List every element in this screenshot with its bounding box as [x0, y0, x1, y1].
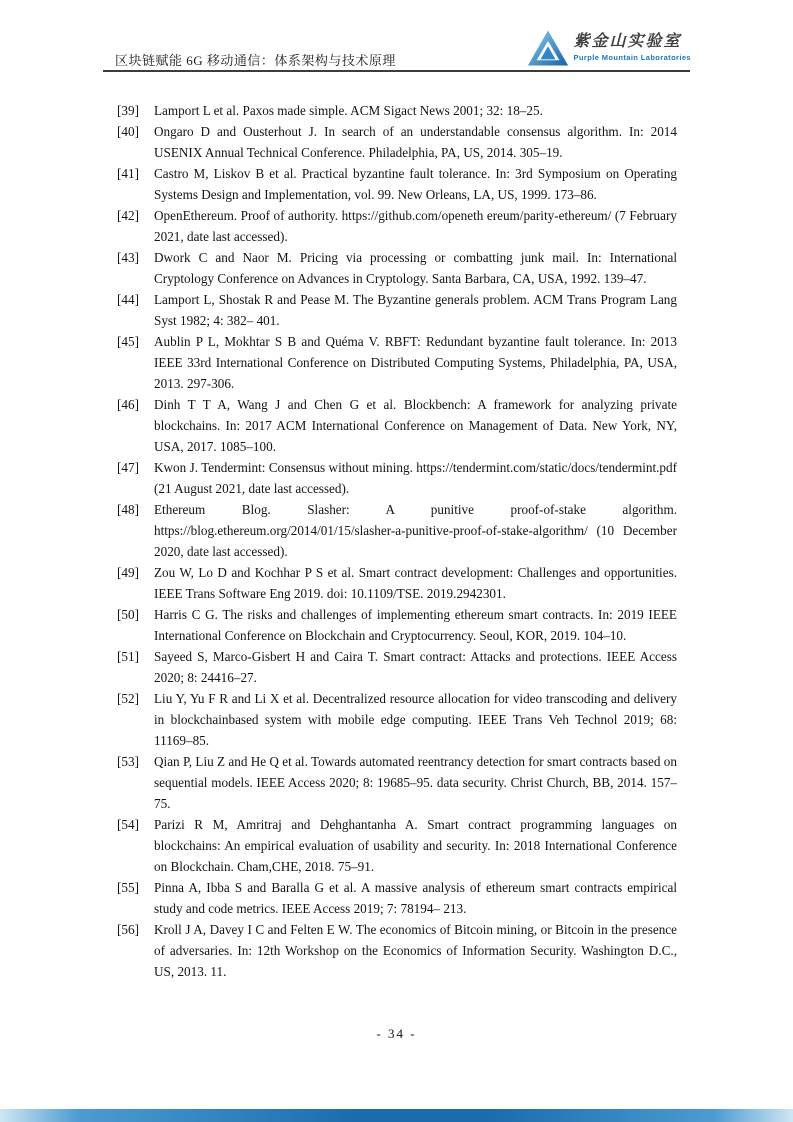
reference-label: [52] — [117, 691, 139, 706]
reference-text: Qian P, Liu Z and He Q et al. Towards automated reentrancy detection for smart contracts based on sequential models. IEEE Access 2020; 8: 19685–95. data security. Christ Church, BB, 2014. 157–75. — [154, 754, 677, 811]
reference-label: [46] — [117, 397, 139, 412]
reference-item — [117, 331, 677, 394]
reference-item — [117, 604, 677, 646]
page-header — [0, 0, 793, 74]
reference-label: [41] — [117, 166, 139, 181]
reference-item — [117, 877, 677, 919]
reference-label: [53] — [117, 754, 139, 769]
reference-item — [117, 247, 677, 289]
reference-text: Kwon J. Tendermint: Consensus without mining. https://tendermint.com/static/docs/tendermint.pdf (21 August 2021, date last accessed). — [154, 460, 677, 496]
reference-text: Lamport L et al. Paxos made simple. ACM Sigact News 2001; 32: 18–25. — [154, 103, 543, 118]
reference-text: Ethereum Blog. Slasher: A punitive proof-of-stake algorithm. https://blog.ethereum.org/2014/01/15/slasher-a-punitive-proof-of-stake-algorithm/ (10 December 2020, date last accessed). — [154, 502, 677, 559]
reference-item — [117, 100, 677, 121]
document-title: 区块链赋能 6G 移动通信：体系架构与技术原理 — [115, 53, 396, 68]
reference-item — [117, 499, 677, 562]
reference-label: [44] — [117, 292, 139, 307]
reference-item — [117, 289, 677, 331]
logo-chinese-name: 紫金山实验室 — [573, 33, 682, 51]
reference-label: [49] — [117, 565, 139, 580]
reference-item — [117, 751, 677, 814]
reference-text: Dinh T T A, Wang J and Chen G et al. Blockbench: A framework for analyzing private blockchains. In: 2017 ACM International Conference on Management of Data. New York, NY, USA, 2017. 1085–100. — [154, 397, 677, 454]
reference-text: Liu Y, Yu F R and Li X et al. Decentralized resource allocation for video transcoding and delivery in blockchainbased system with mobile edge computing. IEEE Trans Veh Technol 2019; 68: 11169–85. — [154, 691, 677, 748]
reference-item — [117, 163, 677, 205]
reference-item — [117, 919, 677, 982]
logo-text — [574, 34, 691, 62]
page-number: - 34 - — [376, 1026, 417, 1041]
reference-item — [117, 205, 677, 247]
reference-text: Castro M, Liskov B et al. Practical byzantine fault tolerance. In: 3rd Symposium on Operating Systems Design and Implementation, vol. 99. New Orleans, LA, US, 1999. 173–86. — [154, 166, 677, 202]
reference-label: [40] — [117, 124, 139, 139]
reference-label: [48] — [117, 502, 139, 517]
reference-text: Dwork C and Naor M. Pricing via processing or combatting junk mail. In: International Cryptology Conference on Advances in Cryptology. Santa Barbara, CA, USA, 1992. 139–47. — [154, 250, 677, 286]
reference-text: Harris C G. The risks and challenges of implementing ethereum smart contracts. In: 2019 IEEE International Conference on Blockchain and Cryptocurrency. Seoul, KOR, 2019. 104–10. — [154, 607, 677, 643]
reference-item — [117, 814, 677, 877]
reference-label: [56] — [117, 922, 139, 937]
reference-text: Lamport L, Shostak R and Pease M. The Byzantine generals problem. ACM Trans Program Lang Syst 1982; 4: 382– 401. — [154, 292, 677, 328]
reference-item — [117, 688, 677, 751]
reference-text: Parizi R M, Amritraj and Dehghantanha A. Smart contract programming languages on blockchains: An empirical evaluation of usability and security. In: 2018 International Conference on Blockchain. Cham,CHE, 2018. 75–91. — [154, 817, 677, 874]
reference-item — [117, 646, 677, 688]
reference-label: [55] — [117, 880, 139, 895]
reference-item — [117, 562, 677, 604]
header-divider-rule — [103, 70, 690, 72]
reference-label: [47] — [117, 460, 139, 475]
reference-label: [45] — [117, 334, 139, 349]
reference-label: [51] — [117, 649, 139, 664]
triangle-mountain-logo-icon — [527, 28, 569, 68]
references-list — [117, 100, 677, 982]
reference-text: Pinna A, Ibba S and Baralla G et al. A massive analysis of ethereum smart contracts empirical study and code metrics. IEEE Access 2019; 7: 78194– 213. — [154, 880, 677, 916]
reference-label: [42] — [117, 208, 139, 223]
reference-item — [117, 121, 677, 163]
reference-label: [39] — [117, 103, 139, 118]
reference-item — [117, 394, 677, 457]
reference-label: [54] — [117, 817, 139, 832]
reference-text: Zou W, Lo D and Kochhar P S et al. Smart contract development: Challenges and opportunities. IEEE Trans Software Eng 2019. doi: 10.1109/TSE. 2019.2942301. — [154, 565, 677, 601]
reference-text: Ongaro D and Ousterhout J. In search of an understandable consensus algorithm. In: 2014 USENIX Annual Technical Conference. Philadelphia, PA, US, 2014. 305–19. — [154, 124, 677, 160]
logo-english-name: Purple Mountain Laboratories — [573, 53, 691, 63]
reference-text: Sayeed S, Marco-Gisbert H and Caira T. Smart contract: Attacks and protections. IEEE Access 2020; 8: 24416–27. — [154, 649, 677, 685]
reference-item — [117, 457, 677, 499]
reference-text: Kroll J A, Davey I C and Felten E W. The economics of Bitcoin mining, or Bitcoin in the presence of adversaries. In: 12th Workshop on the Economics of Information Security. Washington D.C., US, 2013. 11. — [154, 922, 677, 979]
reference-text: Aublin P L, Mokhtar S B and Quéma V. RBFT: Redundant byzantine fault tolerance. In: 2013 IEEE 33rd International Conference on Distributed Computing Systems, Philadelphia, PA, USA, 2013. 297-306. — [154, 334, 677, 391]
reference-text: OpenEthereum. Proof of authority. https://github.com/openeth ereum/parity-ethereum/ (7 February 2021, date last accessed). — [154, 208, 677, 244]
footer-bar — [0, 1109, 793, 1122]
purple-mountain-labs-logo — [527, 26, 691, 70]
reference-label: [43] — [117, 250, 139, 265]
reference-label: [50] — [117, 607, 139, 622]
